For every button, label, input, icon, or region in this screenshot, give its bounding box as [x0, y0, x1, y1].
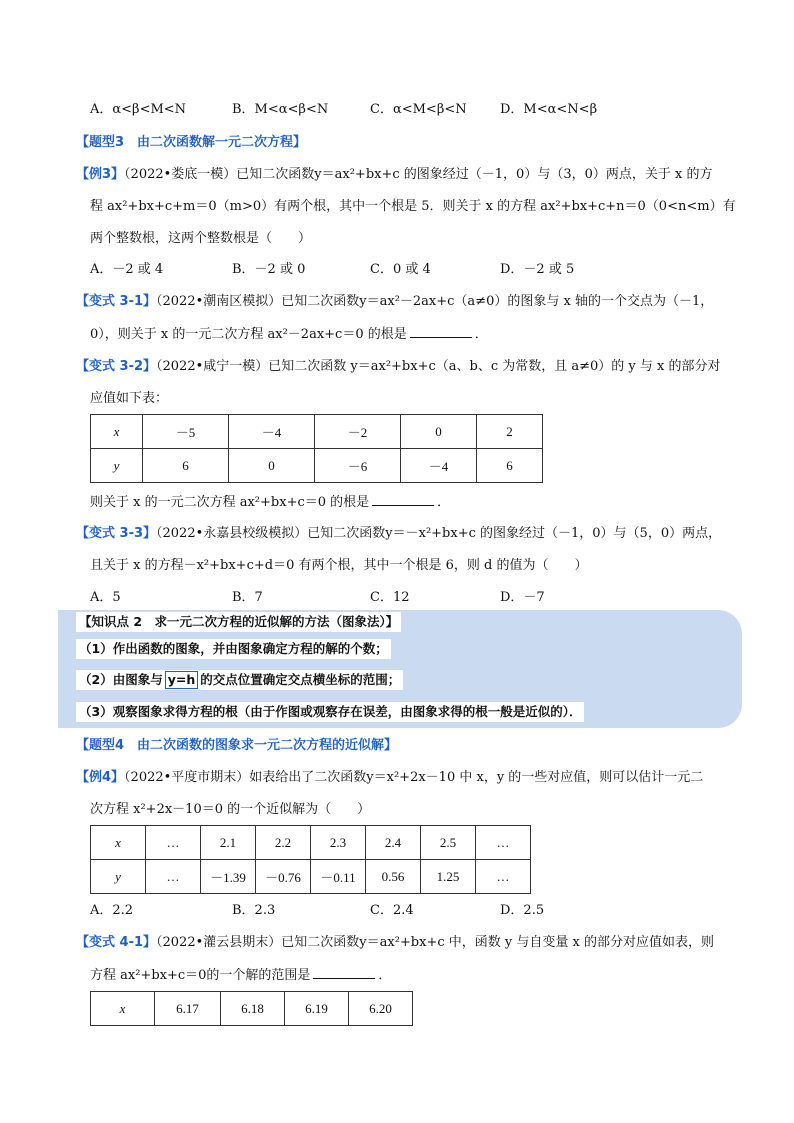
- knowledge-item-2-part1: （2）由图象与: [79, 672, 163, 687]
- knowledge-item-2-text: [76, 670, 403, 690]
- ex3-options: [90, 260, 710, 280]
- table-cell: 2.5: [421, 826, 476, 860]
- v31-text1: （2022•潮南区模拟）已知二次函数y＝ax²－2ax+c（a≠0）的图象与 x 轴的一个交点为（－1，: [156, 294, 714, 309]
- v32-line2: 应值如下表：: [90, 391, 169, 406]
- knowledge-item-2-part2: 的交点位置确定交点横坐标的范围；: [200, 672, 401, 687]
- type3-heading: 【题型3 由二次函数解一元二次方程】: [76, 135, 307, 150]
- v31-tag: 【变式 3-1】: [76, 294, 157, 309]
- v33-options: [90, 588, 710, 608]
- ex4-text1: （2022•平度市期末）如表给出了二次函数y＝x²+2x－10 中 x，y 的一些对应值，则可以估计一元二: [124, 770, 704, 785]
- table-cell: 6.20: [349, 992, 413, 1026]
- ex3-option-c[interactable]: C．0 或 4: [370, 262, 431, 277]
- knowledge-title-text: 【知识点 2 求一元二次方程的近似解的方法（图象法）】: [76, 612, 401, 632]
- v31-answer-blank[interactable]: [410, 324, 472, 338]
- table-cell: 6.18: [221, 992, 285, 1026]
- table-cell: 2: [477, 415, 543, 449]
- knowledge-item-3: [76, 702, 584, 722]
- table-cell: y: [91, 860, 146, 894]
- v41-line2: [90, 965, 391, 986]
- ex4-option-c[interactable]: C．2.4: [370, 903, 414, 918]
- v33-option-c[interactable]: C．12: [370, 590, 410, 605]
- v32-line1: [76, 357, 721, 377]
- table-cell: －4: [229, 415, 315, 449]
- ex3-tag: 【例3】: [76, 167, 125, 182]
- table-row: [91, 826, 531, 860]
- ex4-options: [90, 901, 710, 921]
- table-cell: x: [91, 826, 146, 860]
- table-cell: －4: [401, 449, 477, 483]
- table-row: [91, 992, 413, 1026]
- v31-text2: 0），则关于 x 的一元二次方程 ax²－2ax+c＝0 的根是: [90, 327, 407, 342]
- knowledge-item-1-text: （1）作出函数的图象，并由图象确定方程的解的个数；: [76, 639, 391, 659]
- table-cell: 2.4: [366, 826, 421, 860]
- option-a[interactable]: A．α<β<M<N: [90, 102, 187, 117]
- v41-text2: 方程 ax²+bx+c＝0的一个解的范围是: [90, 968, 311, 983]
- table-cell: x: [91, 992, 155, 1026]
- table-cell: －2: [315, 415, 401, 449]
- table-cell: 2.2: [256, 826, 311, 860]
- knowledge-item-3-text: （3）观察图象求得方程的根（由于作图或观察存在误差，由图象求得的根一般是近似的）．: [76, 702, 584, 722]
- table-cell: 0.56: [366, 860, 421, 894]
- knowledge-title: [76, 612, 401, 632]
- table-cell: 2.1: [201, 826, 256, 860]
- table-cell: 6: [143, 449, 229, 483]
- table-row: [91, 415, 543, 449]
- v32-answer-blank[interactable]: [372, 492, 434, 506]
- ex4-line1: [76, 768, 703, 788]
- option-b[interactable]: B．M<α<β<N: [232, 102, 329, 117]
- ex3-option-b[interactable]: B．－2 或 0: [232, 262, 306, 277]
- ex3-line3: 两个整数根，这两个整数根是（ ）: [90, 231, 312, 246]
- table-cell: －6: [315, 449, 401, 483]
- table-cell: －0.11: [311, 860, 366, 894]
- table-cell: －0.76: [256, 860, 311, 894]
- table-cell: 6.19: [285, 992, 349, 1026]
- table-cell: x: [91, 415, 143, 449]
- v32-text1: （2022•咸宁一模）已知二次函数 y＝ax²+bx+c（a、b、c 为常数，且 a≠0）的 y 与 x 的部分对: [156, 359, 721, 374]
- ex4-option-a[interactable]: A．2.2: [90, 903, 134, 918]
- table-cell: 2.3: [311, 826, 366, 860]
- v33-option-a[interactable]: A．5: [90, 590, 121, 605]
- option-c[interactable]: C．α<M<β<N: [370, 102, 467, 117]
- table-cell: －5: [143, 415, 229, 449]
- ex4-option-b[interactable]: B．2.3: [232, 903, 276, 918]
- table-cell: …: [146, 860, 201, 894]
- v33-text1: （2022•永嘉县校级模拟）已知二次函数y＝－x²+bx+c 的图象经过（－1，0）与（5，0）两点，: [156, 526, 722, 541]
- ex4-line2: 次方程 x²+2x－10＝0 的一个近似解为（ ）: [90, 802, 371, 817]
- v32-value-table: [90, 414, 543, 483]
- v32-tag: 【变式 3-2】: [76, 359, 157, 374]
- v32-line3: [90, 492, 450, 513]
- ex3-option-d[interactable]: D．－2 或 5: [500, 262, 575, 277]
- table-cell: －1.39: [201, 860, 256, 894]
- v41-value-table: [90, 991, 413, 1026]
- knowledge-item-2: [76, 670, 403, 690]
- table-cell: …: [476, 860, 531, 894]
- v41-text2-end: ．: [378, 968, 392, 983]
- ex4-tag: 【例4】: [76, 770, 125, 785]
- option-d[interactable]: D．M<α<N<β: [500, 102, 598, 117]
- v41-line1: [76, 933, 714, 953]
- table-cell: 0: [229, 449, 315, 483]
- top-options: [90, 100, 710, 120]
- ex4-option-d[interactable]: D．2.5: [500, 903, 545, 918]
- table-cell: …: [146, 826, 201, 860]
- type4-heading: 【题型4 由二次函数的图象求一元二次方程的近似解】: [76, 738, 398, 753]
- v41-tag: 【变式 4-1】: [76, 935, 157, 950]
- v33-tag: 【变式 3-3】: [76, 526, 157, 541]
- table-cell: y: [91, 449, 143, 483]
- v33-option-d[interactable]: D．－7: [500, 590, 545, 605]
- v31-line1: [76, 292, 713, 312]
- table-cell: …: [476, 826, 531, 860]
- ex3-option-a[interactable]: A．－2 或 4: [90, 262, 164, 277]
- knowledge-item-1: [76, 639, 391, 659]
- table-cell: 6: [477, 449, 543, 483]
- ex3-line2: 程 ax²+bx+c+m＝0（m>0）有两个根，其中一个根是 5．则关于 x 的方程 ax²+bx+c+n＝0（0<n<m）有: [90, 199, 736, 214]
- table-row: [91, 860, 531, 894]
- ex4-value-table: [90, 825, 531, 894]
- v41-answer-blank[interactable]: [313, 965, 375, 979]
- v32-text3: 则关于 x 的一元二次方程 ax²+bx+c＝0 的根是: [90, 495, 370, 510]
- v31-line2: [90, 324, 488, 345]
- table-cell: 1.25: [421, 860, 476, 894]
- v33-line1: [76, 524, 721, 544]
- table-cell: 0: [401, 415, 477, 449]
- v33-line2: 且关于 x 的方程－x²+bx+c+d＝0 有两个根，其中一个根是 6，则 d 的值为（ ）: [90, 558, 588, 573]
- v41-text1: （2022•灌云县期末）已知二次函数y＝ax²+bx+c 中，函数 y 与自变量 x 的部分对应值如表，则: [156, 935, 714, 950]
- ex3-line1: [76, 165, 712, 185]
- yh-box: y=h: [165, 671, 199, 689]
- v33-option-b[interactable]: B．7: [232, 590, 263, 605]
- v32-text3-end: ．: [437, 495, 451, 510]
- ex3-text1: （2022•娄底一模）已知二次函数y＝ax²+bx+c 的图象经过（－1，0）与（3，0）两点，关于 x 的方: [124, 167, 713, 182]
- table-cell: 6.17: [155, 992, 221, 1026]
- v31-text2-end: ．: [474, 327, 488, 342]
- table-row: [91, 449, 543, 483]
